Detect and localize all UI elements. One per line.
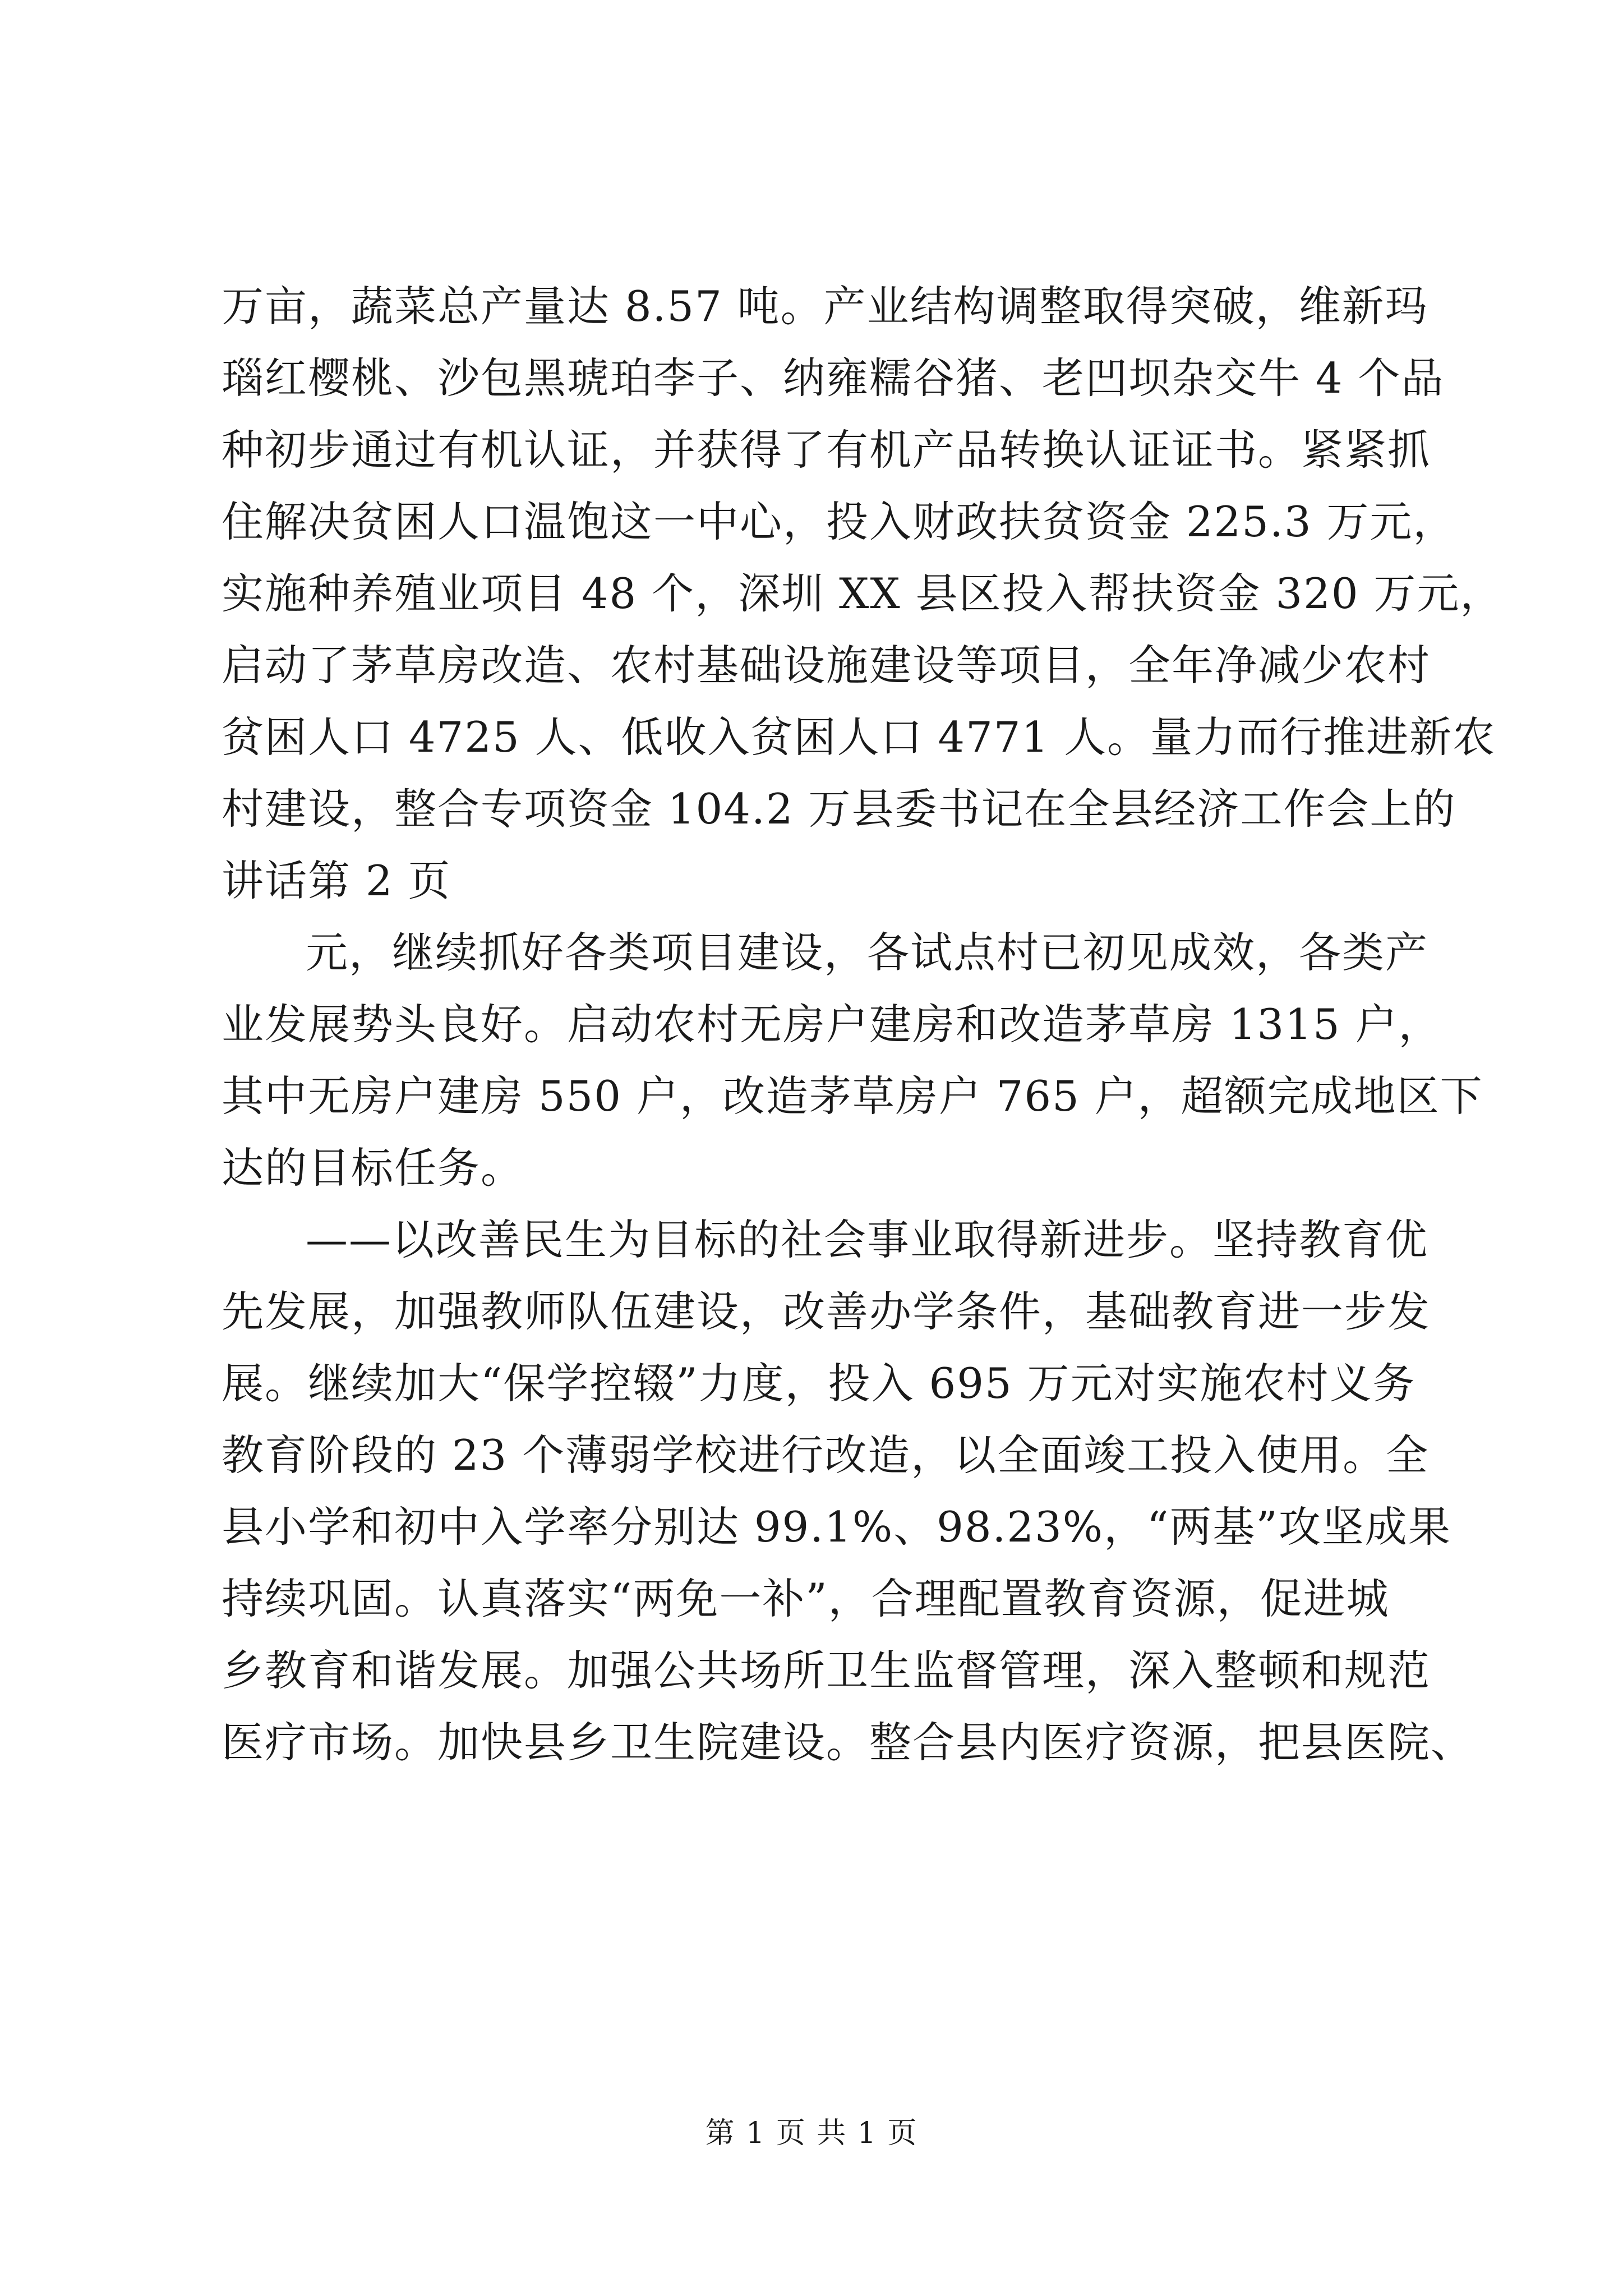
text-line: 讲话第 2 页 xyxy=(222,856,451,905)
text-line: 乡教育和谐发展。加强公共场所卫生监督管理，深入整顿和规范 xyxy=(222,1646,1431,1695)
page-footer: 第 1 页 共 1 页 xyxy=(705,2116,918,2150)
text-line: 先发展，加强教师队伍建设，改善办学条件，基础教育进一步发 xyxy=(222,1287,1431,1336)
text-line: 达的目标任务。 xyxy=(222,1143,524,1193)
text-line: 贫困人口 4725 人、低收入贫困人口 4771 人。量力而行推进新农 xyxy=(222,712,1496,762)
text-line: 万亩，蔬菜总产量达 8.57 吨。产业结构调整取得突破，维新玛 xyxy=(222,282,1428,331)
text-line: 村建设，整合专项资金 104.2 万县委书记在全县经济工作会上的 xyxy=(222,784,1456,834)
paragraph-start-line: 元，继续抓好各类项目建设，各试点村已初见成效，各类产 xyxy=(306,928,1429,977)
text-line: 实施种养殖业项目 48 个，深圳 XX 县区投入帮扶资金 320 万元， xyxy=(222,569,1504,618)
text-line: 种初步通过有机认证，并获得了有机产品转换认证证书。紧紧抓 xyxy=(222,425,1431,475)
text-line: 医疗市场。加快县乡卫生院建设。整合县内医疗资源，把县医院、 xyxy=(222,1718,1474,1767)
text-line: 教育阶段的 23 个薄弱学校进行改造，以全面竣工投入使用。全 xyxy=(222,1430,1430,1480)
paragraph-start-line: ——以改善民生为目标的社会事业取得新进步。坚持教育优 xyxy=(306,1215,1429,1264)
text-line: 县小学和初中入学率分别达 99.1%、98.23%，“两基”攻坚成果 xyxy=(222,1502,1451,1552)
text-line: 瑙红樱桃、沙包黑琥珀李子、纳雍糯谷猪、老凹坝杂交牛 4 个品 xyxy=(222,353,1445,403)
text-line: 业发展势头良好。启动农村无房户建房和改造茅草房 1315 户， xyxy=(222,1000,1442,1049)
text-line: 其中无房户建房 550 户，改造茅草房户 765 户，超额完成地区下 xyxy=(222,1071,1483,1121)
text-line: 持续巩固。认真落实“两免一补”，合理配置教育资源，促进城 xyxy=(222,1574,1390,1623)
text-line: 展。继续加大“保学控辍”力度，投入 695 万元对实施农村义务 xyxy=(222,1359,1416,1408)
text-line: 启动了茅草房改造、农村基础设施建设等项目，全年净减少农村 xyxy=(222,641,1431,690)
body-text xyxy=(222,270,1504,1778)
text-line: 住解决贫困人口温饱这一中心，投入财政扶贫资金 225.3 万元， xyxy=(222,497,1456,546)
